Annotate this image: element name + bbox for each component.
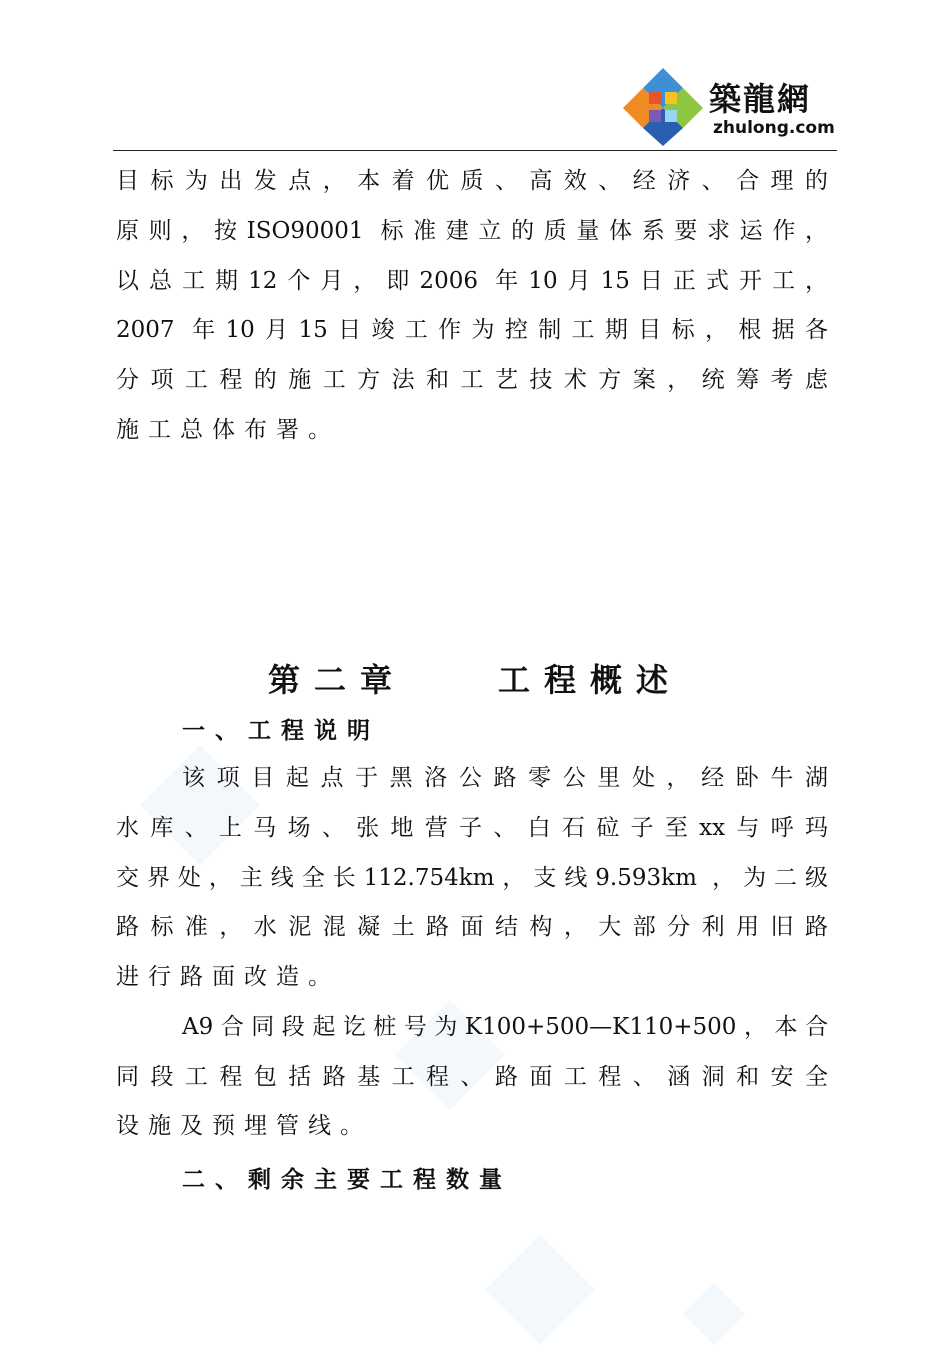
paragraph-line: 该项目起点于黑洛公路零公里处，经卧牛湖	[182, 765, 828, 791]
paragraph-line: 交界处，主线全长112.754km，支线9.593km ，为二级	[116, 865, 828, 891]
chapter-title: 第二章 工程概述	[267, 661, 682, 699]
logo-name-cn: 築龍網	[709, 80, 812, 118]
section-heading: 二、剩余主要工程数量	[182, 1167, 512, 1193]
paragraph-line: 路标准，水泥混凝土路面结构，大部分利用旧路	[116, 914, 828, 940]
watermark-icon	[683, 1283, 745, 1345]
intro-line: 施工总体布署。	[116, 417, 340, 443]
intro-line: 原则，按ISO90001 标准建立的质量体系要求运作，	[116, 218, 828, 244]
paragraph-line: 同段工程包括路基工程、路面工程、涵洞和安全	[116, 1064, 828, 1090]
paragraph-line: 水库、上马场、张地营子、白石砬子至xx与呼玛	[116, 815, 828, 841]
zhulong-logo	[621, 66, 837, 146]
header-divider	[113, 150, 837, 151]
intro-line: 分项工程的施工方法和工艺技术方案，统筹考虑	[116, 367, 828, 393]
section-heading: 一、工程说明	[182, 718, 380, 744]
paragraph-line: 进行路面改造。	[116, 964, 340, 990]
watermark-icon	[485, 1235, 595, 1345]
intro-line: 2007 年10月15日竣工作为控制工期目标，根据各	[116, 317, 828, 343]
paragraph-line: 设施及预埋管线。	[116, 1113, 372, 1139]
intro-line: 目标为出发点，本着优质、高效、经济、合理的	[116, 168, 828, 194]
logo-name-en: zhulong.com	[713, 118, 835, 138]
paragraph-line: A9合同段起讫桩号为K100+500—K110+500，本合	[182, 1014, 828, 1040]
intro-line: 以总工期12个月，即2006 年10月15日正式开工，	[116, 268, 828, 294]
zhulong-cube-icon	[621, 66, 705, 146]
